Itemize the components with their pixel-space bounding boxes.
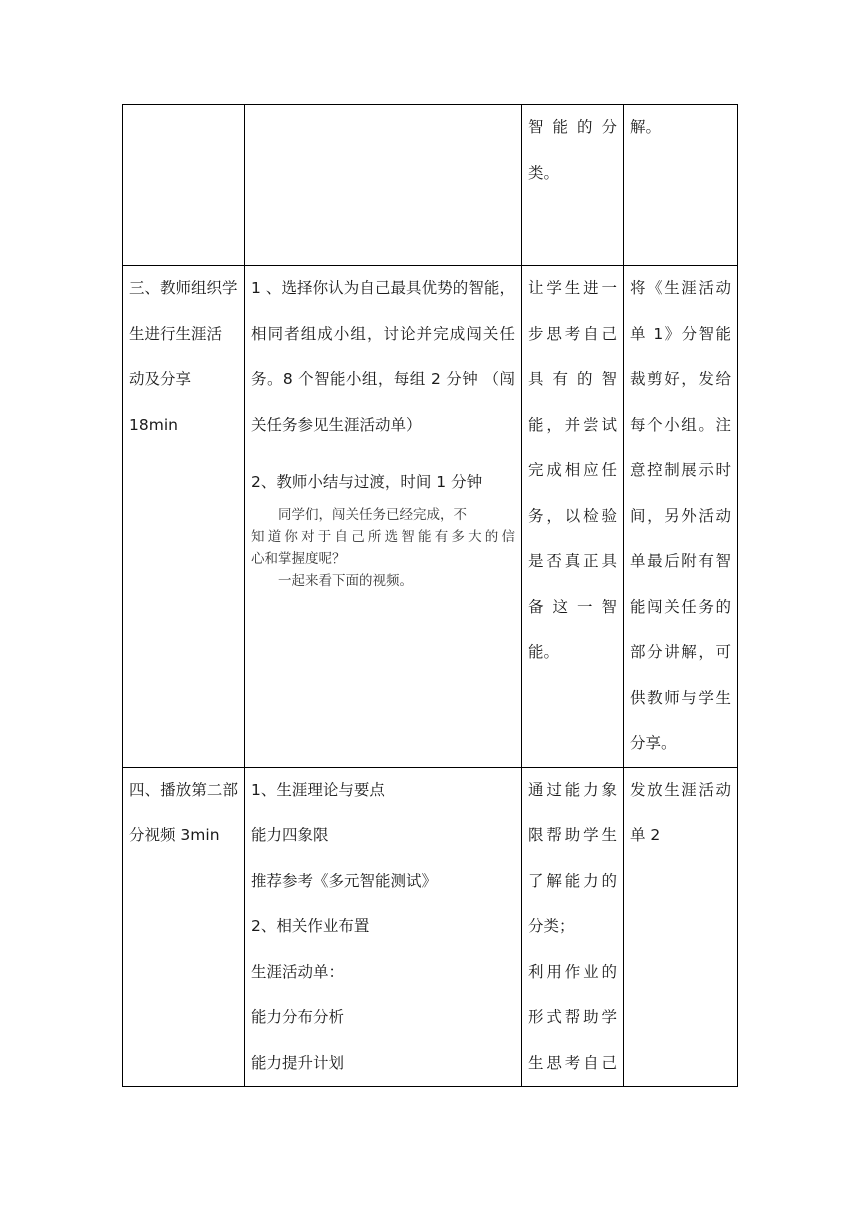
purpose-cell xyxy=(522,105,624,266)
stage-cell xyxy=(123,767,245,1087)
purpose-cell xyxy=(522,266,624,768)
cell-line: 部分讲解，可 xyxy=(630,643,731,661)
cell-line: 能力提升计划 xyxy=(251,1053,345,1072)
cell-line: 利用作业的 xyxy=(528,962,617,981)
content-cell xyxy=(245,105,522,266)
cell-line: 动及分享 xyxy=(129,370,192,388)
cell-line: 将《生涯活动 xyxy=(630,279,731,297)
cell-line: 单 2 xyxy=(630,826,661,844)
cell-line: 分类； xyxy=(528,917,575,935)
cell-line: 步思考自己 xyxy=(528,324,617,343)
quote-line: 心和掌握度呢？ xyxy=(251,550,346,567)
cell-line: 类。 xyxy=(528,163,560,182)
cell-line: 形式帮助学 xyxy=(528,1008,617,1026)
purpose-cell xyxy=(522,767,624,1087)
cell-line: 智 能 的 分 xyxy=(528,118,617,136)
cell-line: 间，另外活动 xyxy=(630,506,731,525)
cell-line: 裁剪好，发给 xyxy=(630,370,731,388)
cell-line: 让学生进一 xyxy=(528,279,617,297)
cell-line: 生思考自己 xyxy=(528,1053,617,1072)
cell-line: 生涯活动单： xyxy=(251,962,345,981)
cell-line: 供教师与学生 xyxy=(630,688,731,707)
cell-line: 了解能力的 xyxy=(528,871,617,890)
quote-line: 同学们，闯关任务已经完成，不 xyxy=(278,506,467,523)
cell-line: 18min xyxy=(129,415,178,434)
table-row xyxy=(123,266,738,768)
cell-line: 限帮助学生 xyxy=(528,826,617,844)
notes-cell xyxy=(624,266,738,768)
cell-line: 通过能力象 xyxy=(528,780,617,799)
cell-line: 单 1》分智能 xyxy=(630,324,731,343)
cell-line: 备 这 一 智 xyxy=(528,597,617,616)
stage-cell xyxy=(123,105,245,266)
cell-line: 具 有 的 智 xyxy=(528,370,617,388)
cell-line: 2、相关作业布置 xyxy=(251,917,370,935)
cell-line: 务，以检验 xyxy=(528,506,617,525)
cell-line: 关任务参见生涯活动单） xyxy=(251,415,422,434)
cell-line: 发放生涯活动 xyxy=(630,780,731,799)
cell-line: 务。8 个智能小组，每组 2 分钟 （闯 xyxy=(251,370,515,388)
cell-line: 推荐参考《多元智能测试》 xyxy=(251,871,438,890)
video-transition-quote xyxy=(251,504,515,592)
cell-line: 单最后附有智 xyxy=(630,552,731,570)
quote-line: 一起来看下面的视频。 xyxy=(278,572,413,589)
cell-line: 完成相应任 xyxy=(528,461,617,479)
cell-line: 1 、选择你认为自己最具优势的智能， xyxy=(251,279,515,297)
lesson-plan-table xyxy=(122,104,738,1087)
cell-line: 意控制展示时 xyxy=(630,461,731,479)
content-cell xyxy=(245,767,522,1087)
cell-line: 三、教师组织学 xyxy=(129,279,238,297)
cell-line: 分视频 3min xyxy=(129,826,220,844)
cell-line: 生进行生涯活 xyxy=(129,324,223,343)
cell-line: 能力四象限 xyxy=(251,826,329,844)
quote-line: 知道你对于自己所选智能有多大的信 xyxy=(251,528,515,545)
cell-line: 能闯关任务的 xyxy=(630,597,731,616)
cell-line: 是否真正具 xyxy=(528,552,617,570)
notes-cell xyxy=(624,767,738,1087)
stage-cell xyxy=(123,266,245,768)
cell-line: 分享。 xyxy=(630,734,677,752)
content-cell xyxy=(245,266,522,768)
cell-line: 2、教师小结与过渡，时间 1 分钟 xyxy=(251,473,483,491)
cell-line: 相同者组成小组，讨论并完成闯关任 xyxy=(251,324,515,343)
cell-line: 四、播放第二部 xyxy=(129,780,238,799)
cell-line: 解。 xyxy=(630,118,662,136)
cell-line: 能。 xyxy=(528,643,560,661)
cell-line: 每个小组。注 xyxy=(630,415,731,434)
cell-line: 1、生涯理论与要点 xyxy=(251,780,385,799)
notes-cell xyxy=(624,105,738,266)
table-row xyxy=(123,767,738,1087)
cell-line: 能，并尝试 xyxy=(528,415,617,434)
cell-line: 能力分布分析 xyxy=(251,1008,345,1026)
table-row xyxy=(123,105,738,266)
